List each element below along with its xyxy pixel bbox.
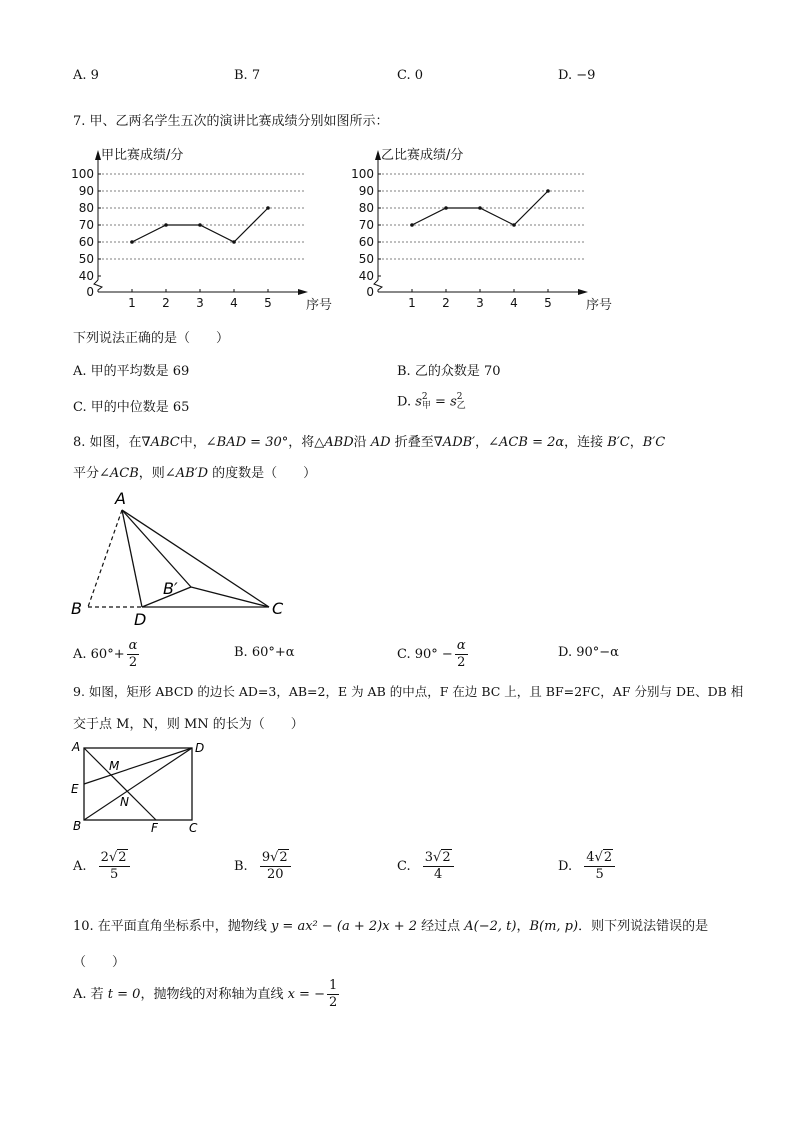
- y-tick-label: 0: [366, 285, 374, 299]
- y-tick-label: 0: [86, 285, 94, 299]
- y-tick-label: 100: [351, 167, 374, 181]
- q8-line2: 平分∠ACB，则∠AB′D 的度数是（ ）: [73, 466, 317, 481]
- q8-figure: [65, 488, 305, 628]
- q9-label-E: E: [71, 782, 79, 796]
- q8-label-C: C: [272, 599, 284, 618]
- q10-line2: （ ）: [73, 955, 126, 970]
- axis-break: [94, 280, 102, 292]
- data-point: [232, 240, 236, 244]
- q7-stem: 7. 甲、乙两名学生五次的演讲比赛成绩分别如图所示：: [73, 114, 389, 129]
- q9-label-F: F: [151, 821, 158, 835]
- data-point: [444, 206, 448, 210]
- y-tick-label: 90: [358, 184, 374, 198]
- q8-label-B: B: [71, 599, 82, 618]
- y-tick-label: 60: [78, 235, 94, 249]
- x-axis-label: 序号: [586, 298, 613, 313]
- q8-edge-BpC: [191, 587, 269, 607]
- q9-seg-AF: [84, 748, 156, 820]
- y-tick-label: 80: [78, 201, 94, 215]
- q8-label-A: A: [115, 489, 126, 508]
- q8-edge-AC: [122, 510, 269, 607]
- q9-label-N: N: [120, 795, 129, 809]
- q8-option-c: C. 90° − $\frac{\alpha}{2}$: [397, 638, 466, 670]
- q8-option-a: A. 60°+ $\frac{\alpha}{2}$: [73, 638, 138, 670]
- x-tick-label: 3: [196, 296, 204, 310]
- q9-option-a: A. $\frac{2√2}{5}$: [73, 850, 132, 883]
- data-point: [130, 240, 134, 244]
- x-tick-label: 4: [230, 296, 238, 310]
- q8-edge-AD: [122, 510, 142, 607]
- data-point: [198, 223, 202, 227]
- q9-option-d: D. $\frac{4√2}{5}$: [558, 850, 617, 883]
- q8-edge-AB: [88, 510, 122, 607]
- q9-line2: 交于点 M，N，则 MN 的长为（ ）: [73, 717, 304, 732]
- q9-label-M: M: [109, 759, 120, 773]
- q10-option-a: A. 若 t = 0，抛物线的对称轴为直线 x = − $\frac{1}{2}$: [73, 978, 338, 1010]
- q9-seg-DB: [84, 748, 192, 820]
- q9-figure: [68, 738, 218, 838]
- data-point: [478, 206, 482, 210]
- y-tick-label: 40: [358, 269, 374, 283]
- y-tick-label: 80: [358, 201, 374, 215]
- q10-line1: 10. 在平面直角坐标系中，抛物线 y = ax² − (a + 2)x + 2 经过点 A(−2, t)，B(m, p)．则下列说法错误的是: [73, 919, 709, 934]
- y-tick-label: 50: [78, 252, 94, 266]
- q6-option-b: B. 7: [234, 68, 261, 83]
- q9-line1: 9. 如图，矩形 ABCD 的边长 AD=3，AB=2，E 为 AB 的中点，F 在边 BC 上，且 BF=2FC，AF 分别与 DE、DB 相: [73, 684, 744, 699]
- x-tick-label: 4: [510, 296, 518, 310]
- q7-question: 下列说法正确的是（ ）: [73, 331, 230, 346]
- data-point: [512, 223, 516, 227]
- x-tick-label: 1: [408, 296, 416, 310]
- x-tick-label: 5: [264, 296, 272, 310]
- x-tick-label: 3: [476, 296, 484, 310]
- y-tick-label: 70: [78, 218, 94, 232]
- x-tick-label: 1: [128, 296, 136, 310]
- x-axis-arrow: [298, 289, 308, 295]
- q9-label-C: C: [189, 821, 198, 835]
- q9-label-D: D: [195, 741, 205, 755]
- y-tick-label: 60: [358, 235, 374, 249]
- q9-seg-DE: [84, 748, 192, 784]
- y-tick-label: 70: [358, 218, 374, 232]
- data-point: [266, 206, 270, 210]
- q6-option-a: A. 9: [73, 68, 99, 83]
- q8-label-Bp: B′: [163, 579, 178, 598]
- q7-option-a: A. 甲的平均数是 69: [73, 364, 190, 379]
- data-point: [546, 189, 550, 193]
- chart-title: 甲比赛成绩/分: [101, 148, 184, 163]
- chart-title: 乙比赛成绩/分: [381, 148, 464, 163]
- x-tick-label: 5: [544, 296, 552, 310]
- y-tick-label: 40: [78, 269, 94, 283]
- q9-option-c: C. $\frac{3√2}{4}$: [397, 850, 456, 883]
- data-point: [410, 223, 414, 227]
- x-tick-label: 2: [162, 296, 170, 310]
- q9-label-A: A: [72, 740, 81, 754]
- chart-jia: [60, 140, 333, 320]
- x-axis-arrow: [578, 289, 588, 295]
- q8-option-d: D. 90°−α: [558, 645, 619, 660]
- q8-option-b: B. 60°+α: [234, 645, 295, 660]
- x-axis-label: 序号: [306, 298, 333, 313]
- axis-break: [374, 280, 382, 292]
- q6-option-d: D. −9: [558, 68, 596, 83]
- chart-yi: [340, 140, 620, 320]
- y-tick-label: 100: [71, 167, 94, 181]
- data-point: [164, 223, 168, 227]
- q9-option-b: B. $\frac{9√2}{20}$: [234, 850, 293, 883]
- q8-line1: 8. 如图，在∇ABC中，∠BAD = 30°，将△ABD沿 AD 折叠至∇ADB′，∠ACB = 2α，连接 B′C，B′C: [73, 435, 666, 450]
- q8-label-D: D: [134, 610, 147, 629]
- q9-label-B: B: [73, 819, 82, 833]
- q7-option-c: C. 甲的中位数是 65: [73, 400, 190, 415]
- y-tick-label: 50: [358, 252, 374, 266]
- q7-option-d: D. s 2 甲 = s 2 乙: [397, 392, 466, 411]
- q7-option-b: B. 乙的众数是 70: [397, 364, 501, 379]
- q6-option-c: C. 0: [397, 68, 424, 83]
- x-tick-label: 2: [442, 296, 450, 310]
- y-tick-label: 90: [78, 184, 94, 198]
